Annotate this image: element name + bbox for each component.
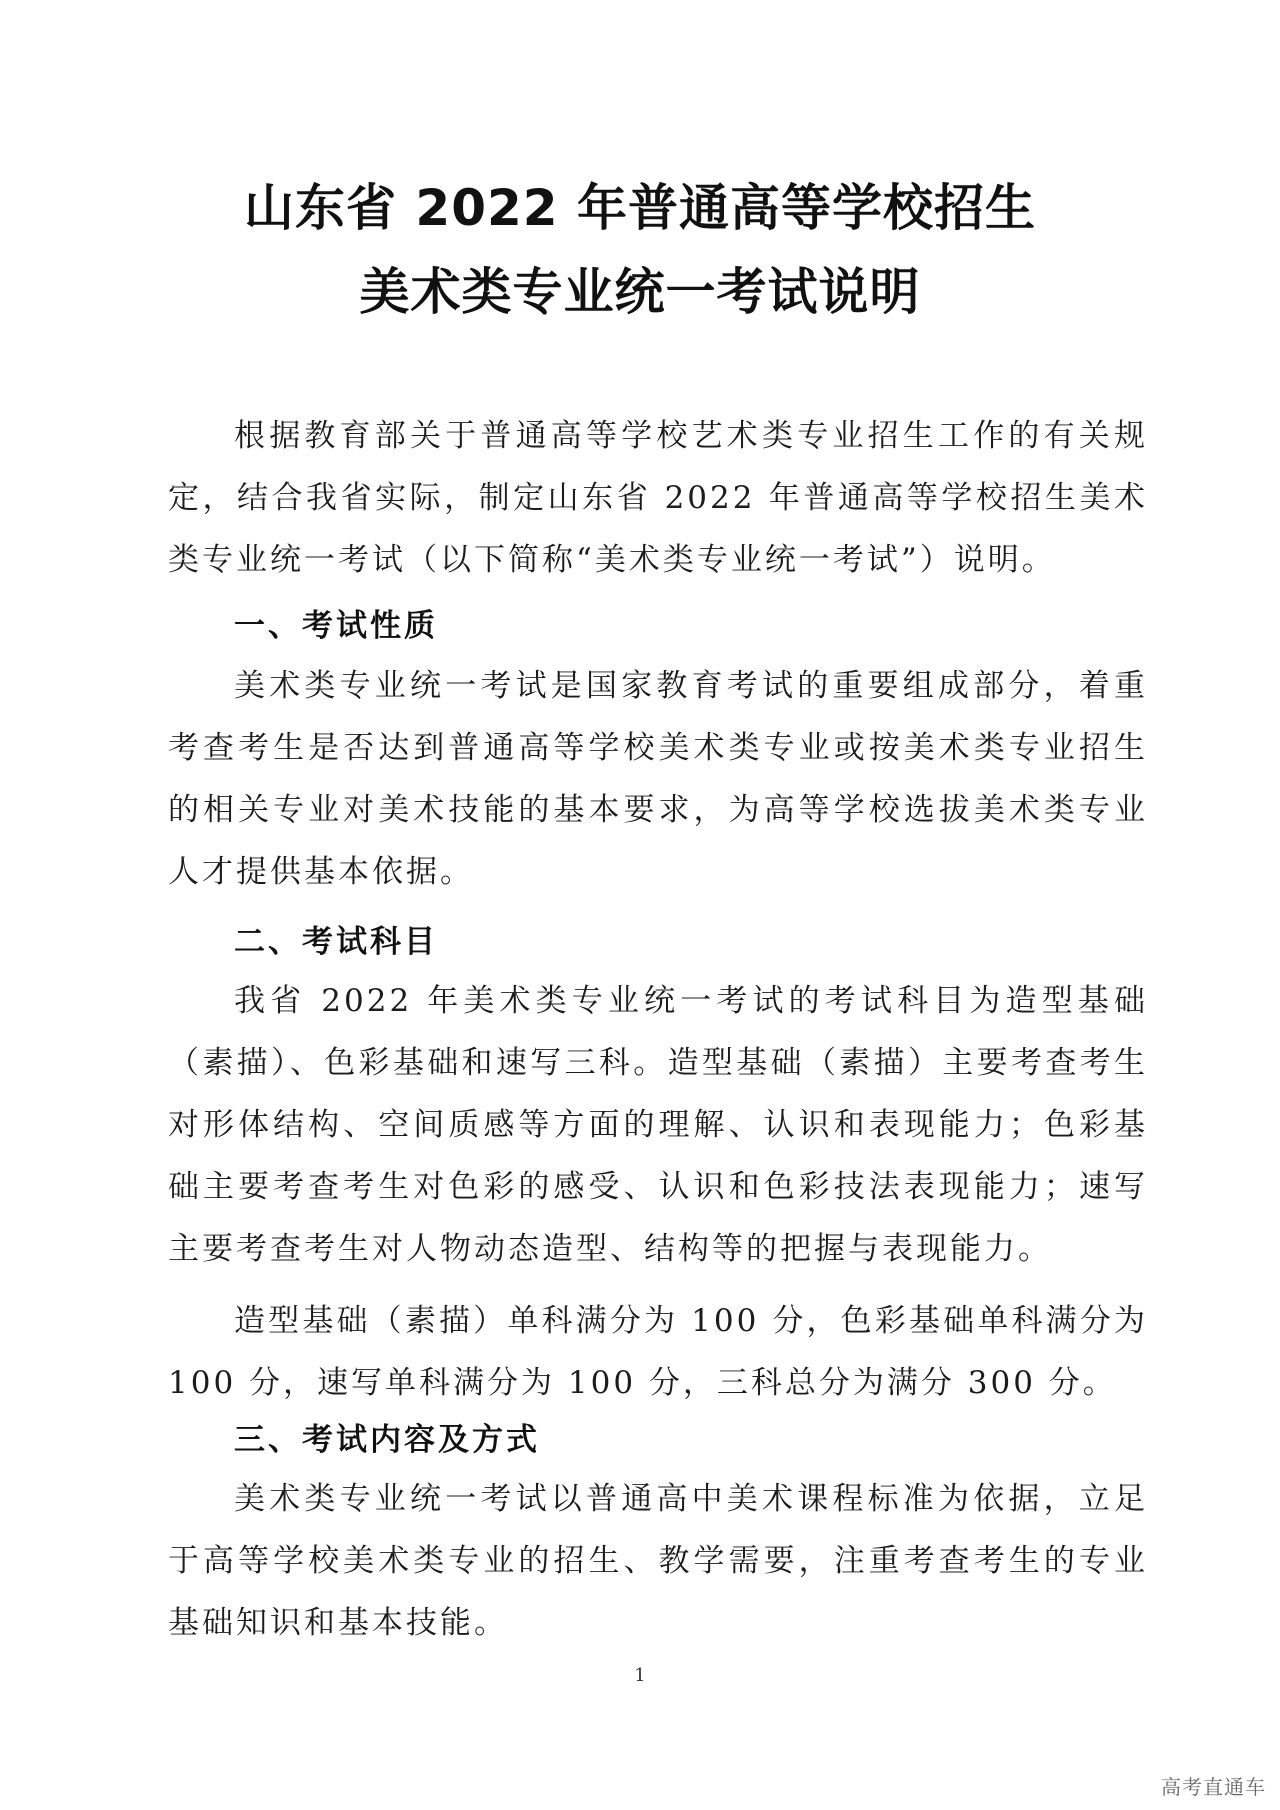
section-heading-1: 一、考试性质	[234, 608, 438, 644]
section-2-paragraph-2: 造型基础（素描）单科满分为 100 分，色彩基础单科满分为 100 分，速写单科满分为 100 分，三科总分为满分 300 分。	[168, 1303, 1148, 1401]
document-title-line2: 美术类专业统一考试说明	[359, 263, 921, 321]
section-2-paragraph-1: 我省 2022 年美术类专业统一考试的考试科目为造型基础（素描）、色彩基础和速写三科。造型基础（素描）主要考查考生对形体结构、空间质感等方面的理解、认识和表现能力；色彩基础主要考查考生对色彩的感受、认识和色彩技法表现能力；速写主要考查考生对人物动态造型、结构等的把握与表现能力。	[168, 983, 1148, 1267]
document-title-line1: 山东省 2022 年普通高等学校招生	[244, 179, 1036, 237]
watermark-logo-text: 高考直通车	[1161, 1775, 1266, 1799]
section-3-paragraph-1: 美术类专业统一考试以普通高中美术课程标准为依据，立足于高等学校美术类专业的招生、教学需要，注重考查考生的专业基础知识和基本技能。	[168, 1481, 1148, 1641]
section-1-paragraph-1: 美术类专业统一考试是国家教育考试的重要组成部分，着重考查考生是否达到普通高等学校美术类专业或按美术类专业招生的相关专业对美术技能的基本要求，为高等学校选拔美术类专业人才提供基本依据。	[168, 668, 1148, 890]
page-number: 1	[634, 1665, 646, 1686]
section-heading-3: 三、考试内容及方式	[234, 1422, 540, 1458]
intro-paragraph: 根据教育部关于普通高等学校艺术类专业招生工作的有关规定，结合我省实际，制定山东省 2022 年普通高等学校招生美术类专业统一考试（以下简称“美术类专业统一考试”）说明。	[168, 418, 1148, 578]
section-heading-2: 二、考试科目	[234, 924, 438, 960]
